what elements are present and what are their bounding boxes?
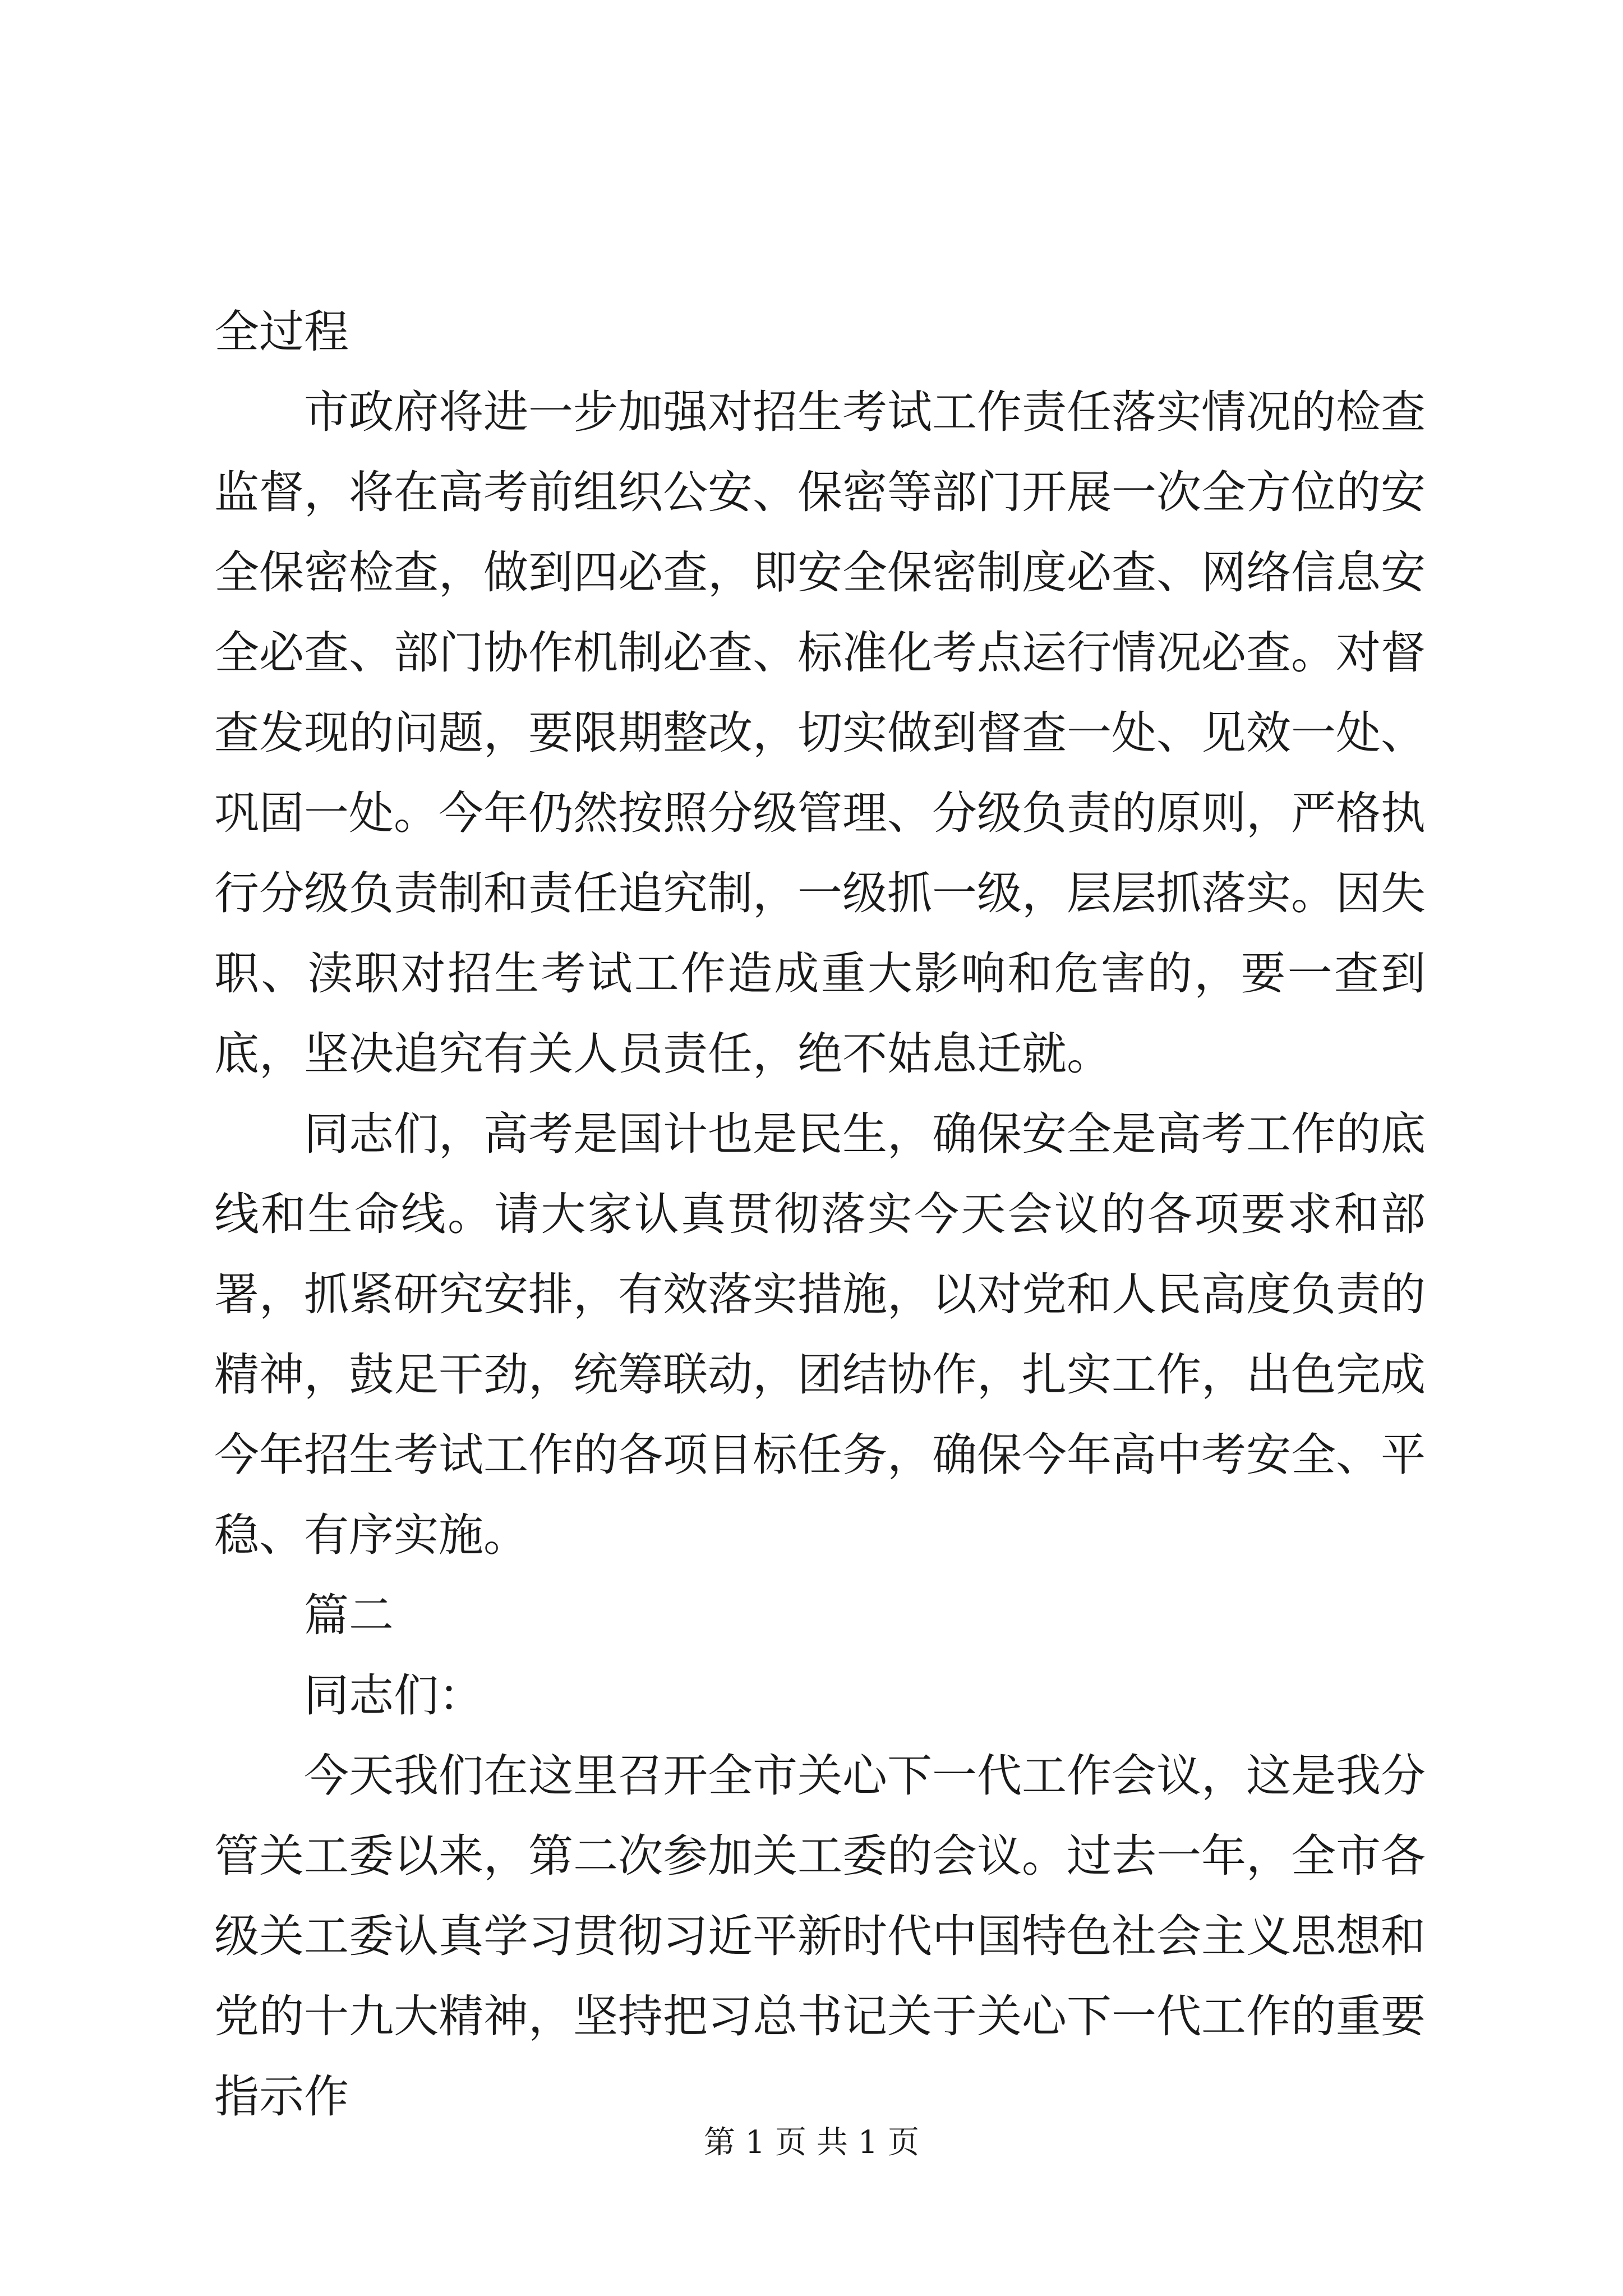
paragraph-inspection: 市政府将进一步加强对招生考试工作责任落实情况的检查监督，将在高考前组织公安、保密等部门开展一次全方位的安全保密检查，做到四必查，即安全保密制度必查、网络信息安全必查、部门协作机制必查、标准化考点运行情况必查。对督查发现的问题，要限期整改，切实做到督查一处、见效一处、巩固一处。今年仍然按照分级管理、分级负责的原则，严格执行分级负责制和责任追究制，一级抓一级，层层抓落实。因失职、渎职对招生考试工作造成重大影响和危害的，要一查到底，坚决追究有关人员责任，绝不姑息迁就。	[214, 386, 1426, 1080]
document-body	[214, 292, 1426, 2137]
paragraph-opening: 今天我们在这里召开全市关心下一代工作会议，这是我分管关工委以来，第二次参加关工委的会议。过去一年，全市各级关工委认真学习贯彻习近平新时代中国特色社会主义思想和党的十九大精神，坚持把习总书记关于关心下一代工作的重要指示作	[214, 1750, 1426, 2123]
paragraph-continuation: 全过程	[214, 306, 349, 358]
page-footer: 第 1 页 共 1 页	[703, 2124, 920, 2161]
section-heading: 篇二	[304, 1589, 394, 1641]
paragraph-closing: 同志们，高考是国计也是民生，确保安全是高考工作的底线和生命线。请大家认真贯彻落实今天会议的各项要求和部署，抓紧研究安排，有效落实措施，以对党和人民高度负责的精神，鼓足干劲，统筹联动，团结协作，扎实工作，出色完成今年招生考试工作的各项目标任务，确保今年高中考安全、平稳、有序实施。	[214, 1108, 1426, 1561]
salutation: 同志们：	[304, 1669, 483, 1722]
